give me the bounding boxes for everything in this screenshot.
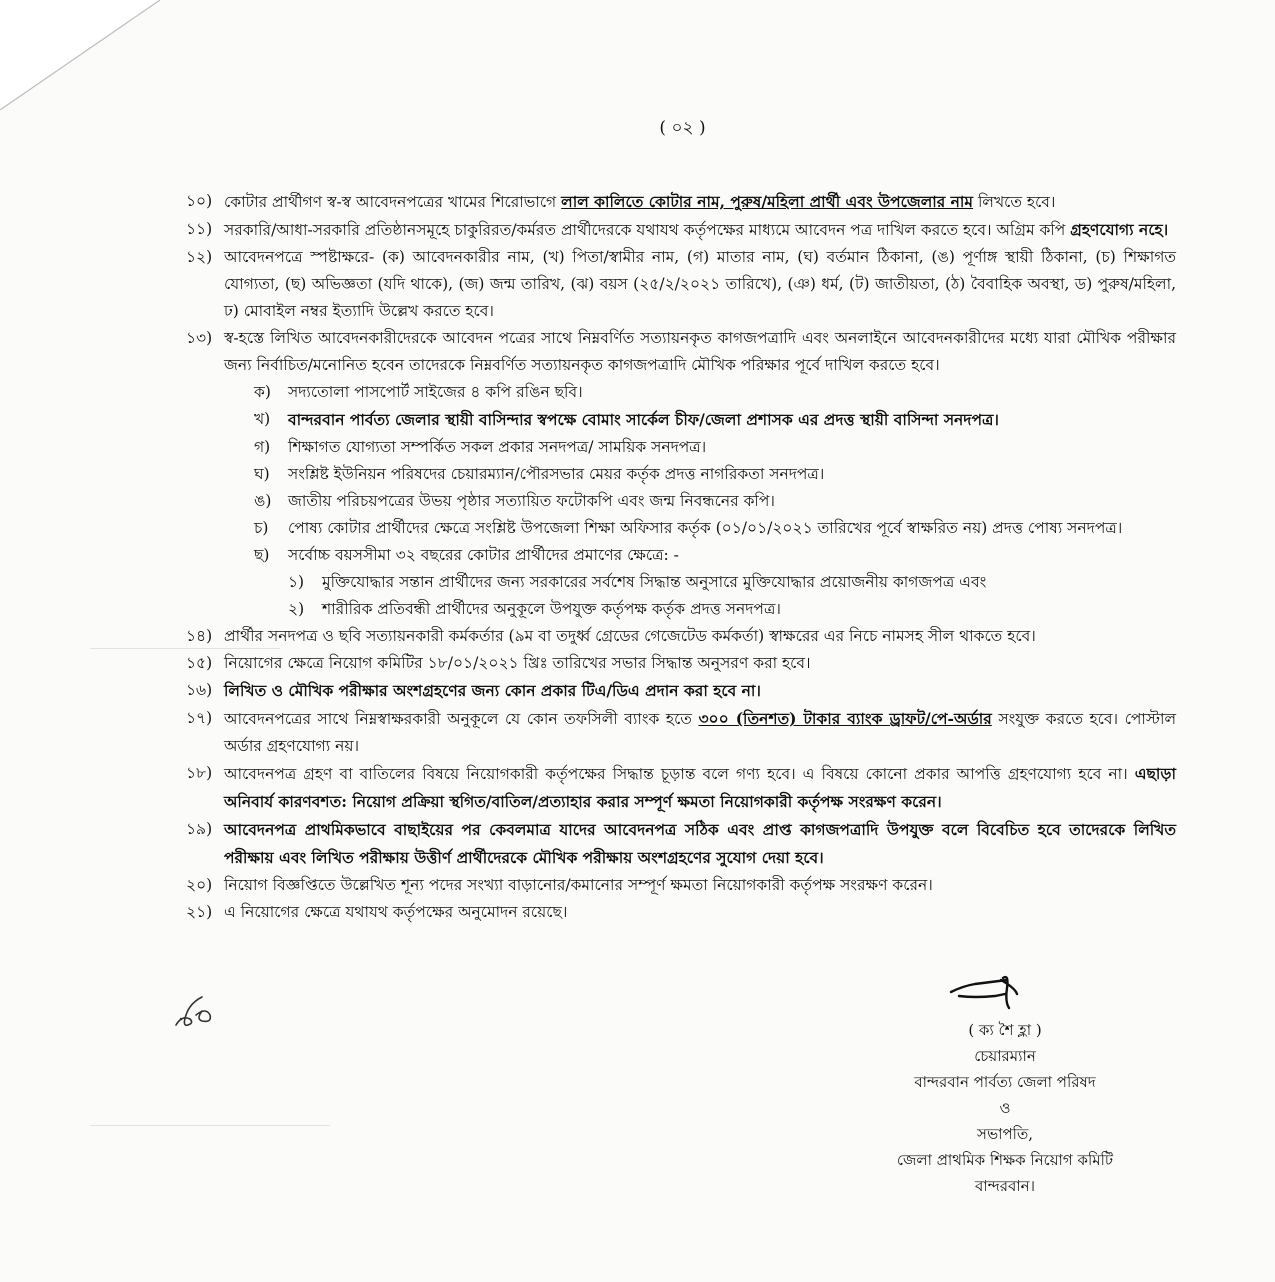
clause-body (224, 325, 1176, 379)
clause-text: সরকারি/আধা-সরকারি প্রতিষ্ঠানসমূহে চাকুরিরত/কর্মরত প্রার্থীদেরকে যথাযথ কর্তৃপক্ষের মাধ্যমে আবেদন পত্র দাখিল করতে হবে। অগ্রিম কপি (224, 221, 1071, 239)
sub-item-label: গ) (254, 438, 271, 456)
clause-item (186, 677, 1176, 705)
clause-item (186, 899, 1176, 926)
sub-item-text (288, 515, 1176, 542)
clause-text: জাতীয় পরিচয়পত্রের উভয় পৃষ্ঠার সত্যায়িত ফটোকপি এবং জন্ম নিবন্ধনের কপি। (288, 492, 775, 510)
clause-item (186, 623, 1176, 650)
sub-item-text (288, 406, 1176, 434)
clause-text: লিখতে হবে। (973, 193, 1056, 211)
sub-item-label: চ) (254, 519, 269, 537)
clause-text: সংযুক্ত করতে হবে। পোস্টাল অর্ডার গ্রহণযোগ্য নয়। (224, 710, 1177, 755)
clause-text: আবেদনপত্র প্রাথমিকভাবে বাছাইয়ের পর কেবলমাত্র যাদের আবেদনপত্র সঠিক এবং প্রাপ্ত কাগজপত্রাদি উপযুক্ত বলে বিবেচিত হবে তাদেরকে লিখিত পরীক্ষায় এবং লিখিত পরীক্ষায় উত্তীর্ণ প্রার্থীদেরকে মৌখিক পরীক্ষায় অংশগ্রহণের সুযোগ দেয়া হবে। (224, 820, 1176, 867)
signature-block (860, 1017, 1150, 1199)
clause-number: ১৩) (186, 329, 213, 347)
clause-item (186, 188, 1176, 216)
clause-body (224, 872, 1176, 899)
signatory-line: চেয়ারম্যান (974, 1047, 1036, 1065)
clause-text: লাল কালিতে কোটার নাম, পুরুষ/মহিলা প্রার্থী এবং উপজেলার নাম (561, 192, 974, 211)
clause-number: ১১) (186, 220, 213, 238)
sub-item-label: ক) (254, 383, 271, 401)
nested-item-label: ২) (288, 600, 305, 618)
clause-body (224, 760, 1176, 816)
clause-text: স্ব-হস্তে লিখিত আবেদনকারীদেরকে আবেদন পত্রের সাথে নিম্নবর্ণিত সত্যায়নকৃত কাগজপত্রাদি এবং অনলাইনে আবেদনকারীদের মধ্যে যারা মৌখিক পরীক্ষার জন্য নির্বাচিত/মনোনিত হবেন তাদেরকে নিম্নবর্ণিত সত্যায়নকৃত কাগজপত্রাদি মৌখিক পরিক্ষার পূর্বে দাখিল করতে হবে। (224, 329, 1176, 374)
clause-text: এছাড়া অনিবার্য কারণবশত: নিয়োগ প্রক্রিয়া স্থগিত/বাতিল/প্রত্যাহার করার সম্পূর্ণ ক্ষমতা নিয়োগকারী কর্তৃপক্ষ সংরক্ষণ করেন। (224, 764, 1176, 811)
clause-text: লিখিত ও মৌখিক পরীক্ষার অংশগ্রহণের জন্য কোন প্রকার টিএ/ডিএ প্রদান করা হবে না। (224, 681, 761, 700)
nested-item-text (322, 596, 1176, 623)
notice-conditions (186, 188, 1176, 926)
clause-text: ৩০০ (তিনশত) টাকার ব্যাংক ড্রাফট/পে-অর্ডার (698, 709, 992, 728)
scan-artifact-line (90, 648, 280, 649)
clause-number: ১০) (186, 192, 213, 210)
clause-item (186, 244, 1176, 325)
sub-item-text (288, 488, 1176, 515)
handwritten-initial (172, 985, 220, 1033)
clause-body (224, 677, 1176, 705)
clause-text: প্রার্থীর সনদপত্র ও ছবি সত্যায়নকারী কর্মকর্তার (৯ম বা তদুর্ধ্ব গ্রেডের গেজেটেড কর্মকর্তা) স্বাক্ষরের এর নিচে নামসহ সীল থাকতে হবে। (224, 627, 1036, 645)
clause-text: শারীরিক প্রতিবন্ধী প্রার্থীদের অনুকূলে উপযুক্ত কর্তৃপক্ষ কর্তৃক প্রদত্ত সনদপত্র। (322, 600, 781, 618)
sub-item-label: ঙ) (254, 492, 272, 510)
page-corner-cut (0, 0, 160, 110)
clause-text: এ নিয়োগের ক্ষেত্রে যথাযথ কর্তৃপক্ষের অনুমোদন রয়েছে। (224, 903, 568, 921)
nested-list-item (288, 596, 1176, 623)
clause-number: ১৯) (186, 820, 213, 838)
document-list-item (254, 515, 1176, 542)
signatory-line: সভাপতি, (977, 1125, 1033, 1143)
clause-number: ২০) (186, 876, 213, 894)
clause-item (186, 816, 1176, 872)
clause-number: ১৮) (186, 764, 213, 782)
clause-item (186, 872, 1176, 899)
signatory-line: বান্দরবান। (975, 1177, 1035, 1195)
clause-text: আবেদনপত্র গ্রহণ বা বাতিলের বিষয়ে নিয়োগকারী কর্তৃপক্ষের সিদ্ধান্ত চূড়ান্ত বলে গণ্য হবে। এ বিষয়ে কোনো প্রকার আপত্তি গ্রহণযোগ্য হবে না। (224, 765, 1135, 783)
sub-item-text (288, 379, 1176, 406)
clause-item (186, 325, 1176, 379)
clause-item (186, 650, 1176, 677)
nested-list-item (288, 569, 1176, 596)
sub-item-label: ঘ) (254, 465, 270, 483)
clause-item (186, 705, 1176, 760)
handwritten-signature (945, 972, 1025, 1014)
clause-number: ১২) (186, 248, 213, 266)
clause-number: ১৫) (186, 654, 213, 672)
clause-item (186, 216, 1176, 244)
clause-number: ১৭) (186, 709, 213, 727)
clause-number: ১৬) (186, 681, 213, 699)
clause-text: কোটার প্রার্থীগণ স্ব-স্ব আবেদনপত্রের খামের শিরোভাগে (224, 193, 562, 211)
scan-artifact-line (90, 1125, 330, 1126)
document-list (254, 379, 1176, 623)
sub-item-label: খ) (254, 410, 271, 428)
clause-body (224, 705, 1176, 760)
sub-item-text (288, 461, 1176, 488)
signatory-name: ( ক্য শৈ হ্লা ) (968, 1021, 1042, 1039)
signatory-line: জেলা প্রাথমিক শিক্ষক নিয়োগ কমিটি (896, 1151, 1114, 1169)
clause-text: গ্রহণযোগ্য নহে। (1070, 220, 1169, 239)
document-list-item (254, 434, 1176, 461)
clause-text: সংশ্লিষ্ট ইউনিয়ন পরিষদের চেয়ারম্যান/পৌরসভার মেয়র কর্তৃক প্রদত্ত নাগরিকতা সনদপত্র। (288, 465, 825, 483)
clause-body (224, 244, 1176, 325)
clause-body (224, 816, 1176, 872)
sub-item-label: ছ) (254, 546, 270, 564)
clause-text: আবেদনপত্রের সাথে নিম্নস্বাক্ষরকারী অনুকূলে যে কোন তফসিলী ব্যাংক হতে (224, 710, 699, 728)
signatory-line: ও (999, 1099, 1011, 1117)
sub-item-text (288, 542, 1176, 569)
clause-item (186, 760, 1176, 816)
document-list-item (254, 542, 1176, 569)
clause-text: নিয়োগের ক্ষেত্রে নিয়োগ কমিটির ১৮/০১/২০২১ খ্রিঃ তারিখের সভার সিদ্ধান্ত অনুসরণ করা হবে। (224, 654, 811, 672)
document-list-item (254, 406, 1176, 434)
clause-text: সর্বোচ্চ বয়সসীমা ৩২ বছরের কোটার প্রার্থীদের প্রমাণের ক্ষেত্রে: - (288, 546, 679, 564)
clause-number: ১৪) (186, 627, 213, 645)
clause-body (224, 216, 1176, 244)
clause-body (224, 899, 1176, 926)
clause-text: বান্দরবান পার্বত্য জেলার স্থায়ী বাসিন্দার স্বপক্ষে বোমাং সার্কেল চীফ/জেলা প্রশাসক এর প্রদত্ত স্থায়ী বাসিন্দা সনদপত্র। (288, 410, 999, 429)
document-list-item (254, 461, 1176, 488)
document-list-item (254, 488, 1176, 515)
clause-body (224, 188, 1176, 216)
nested-item-text (322, 569, 1176, 596)
clause-body (224, 650, 1176, 677)
clause-text: আবেদনপত্রে স্পষ্টাক্ষরে- (ক) আবেদনকারীর নাম, (খ) পিতা/স্বামীর নাম, (গ) মাতার নাম, (ঘ) বর্তমান ঠিকানা, (ঙ) পূর্ণাঙ্গ স্থায়ী ঠিকানা, (চ) শিক্ষাগত যোগ্যতা, (ছ) অভিজ্ঞতা (যদি থাকে), (জ) জন্ম তারিখ, (ঝ) বয়স (২৫/২/২০২১ তারিখে), (ঞ) ধর্ম, (ট) জাতীয়তা, (ঠ) বৈবাহিক অবস্থা, ড) পুরুষ/মহিলা, ঢ) মোবাইল নম্বর ইত্যাদি উল্লেখ করতে হবে। (224, 248, 1176, 320)
clause-text: নিয়োগ বিজ্ঞপ্তিতে উল্লেখিত শূন্য পদের সংখ্যা বাড়ানোর/কমানোর সম্পূর্ণ ক্ষমতা নিয়োগকারী কর্তৃপক্ষ সংরক্ষণ করেন। (224, 876, 933, 894)
document-list-item (254, 379, 1176, 406)
signatory-line: বান্দরবান পার্বত্য জেলা পরিষদ (914, 1073, 1096, 1091)
clause-text: শিক্ষাগত যোগ্যতা সম্পর্কিত সকল প্রকার সনদপত্র/ সাময়িক সনদপত্র। (288, 438, 707, 456)
sub-item-text (288, 434, 1176, 461)
clause-text: পোষ্য কোটার প্রার্থীদের ক্ষেত্রে সংশ্লিষ্ট উপজেলা শিক্ষা অফিসার কর্তৃক (০১/০১/২০২১ তারিখের পূর্বে স্বাক্ষরিত নয়) প্রদত্ত পোষ্য সনদপত্র। (288, 519, 1123, 537)
clause-text: সদ্যতোলা পাসপোর্ট সাইজের ৪ কপি রঙিন ছবি। (288, 383, 583, 401)
page-number: ( ০২ ) (659, 118, 706, 138)
clause-number: ২১) (186, 903, 213, 921)
clause-body (224, 623, 1176, 650)
clause-text: মুক্তিযোদ্ধার সন্তান প্রার্থীদের জন্য সরকারের সর্বশেষ সিদ্ধান্ত অনুসারে মুক্তিযোদ্ধার প্রয়োজনীয় কাগজপত্র এবং (322, 573, 987, 591)
nested-list (288, 569, 1176, 623)
nested-item-label: ১) (288, 573, 305, 591)
